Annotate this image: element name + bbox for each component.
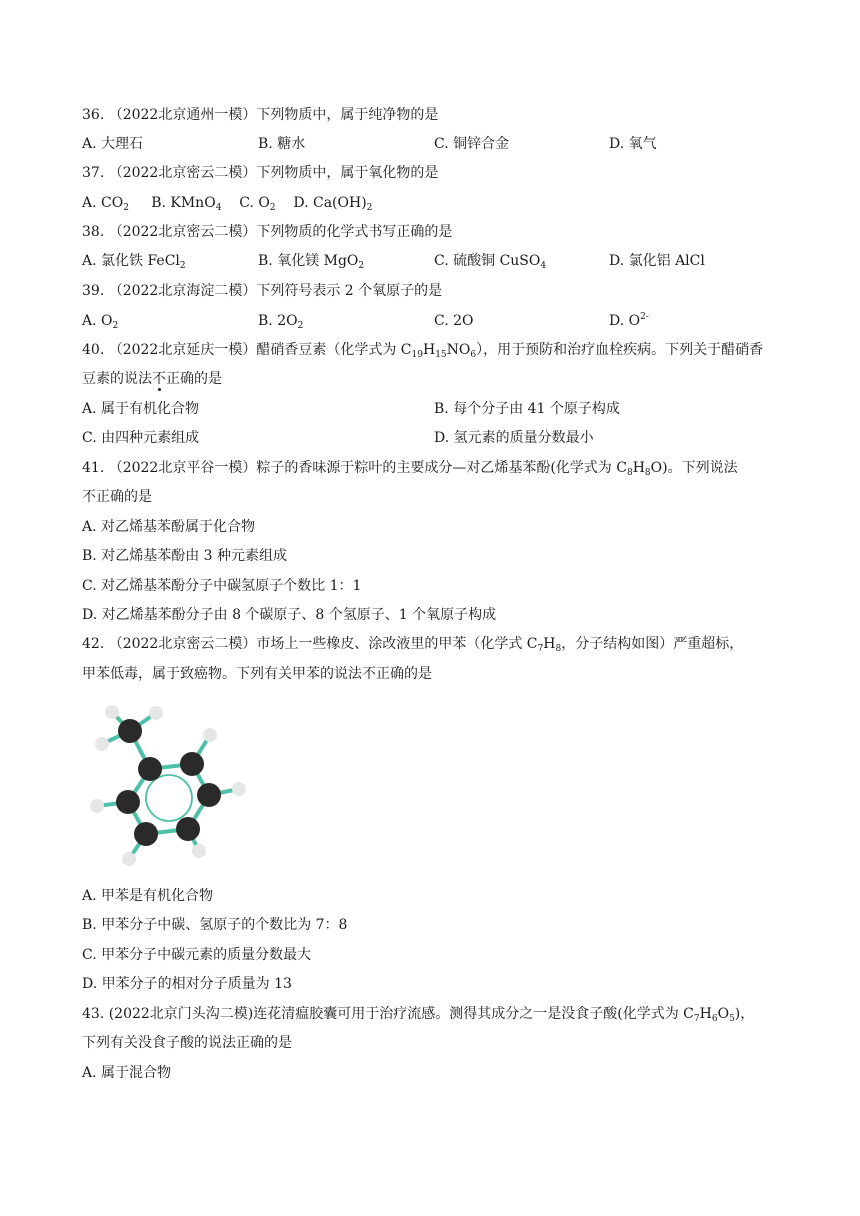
- q39-option-c: C. 2O: [434, 313, 474, 329]
- q40-option-b: B. 每个分子由 41 个原子构成: [434, 401, 620, 417]
- hydrogen-atoms: [90, 705, 246, 866]
- q40-option-a: A. 属于有机化合物: [82, 401, 200, 417]
- carbon-atom: [176, 817, 200, 841]
- question-42-stem-line1: 42. （2022北京密云二模）市场上一些橡皮、涂改液里的甲苯（化学式 $C_7H_8$，分子结构如图）严重超标，: [82, 636, 744, 654]
- q37-options: [82, 193, 372, 213]
- q37-option-b: B. KMnO$_4$: [151, 195, 222, 213]
- question-38-stem: 38. （2022北京密云二模）下列物质的化学式书写正确的是: [82, 224, 453, 240]
- q36-option-a: A. 大理石: [82, 136, 144, 152]
- question-43-stem-line2: 下列有关没食子酸的说法正确的是: [82, 1035, 292, 1051]
- q42-option-a: A. 甲苯是有机化合物: [82, 888, 214, 904]
- q41-option-c: C. 对乙烯基苯酚分子中碳氢原子个数比 1：1: [82, 578, 362, 594]
- q38-option-c: C. 硫酸铜 CuSO$_4$: [434, 253, 547, 271]
- q42-option-d: D. 甲苯分子的相对分子质量为 13: [82, 976, 292, 992]
- bonds: [97, 712, 239, 859]
- carbon-atom: [180, 752, 204, 776]
- q39-option-a: A. $O_2$: [82, 313, 119, 331]
- carbon-atom: [134, 822, 158, 846]
- hydrogen-atom: [232, 782, 246, 796]
- q37-option-d: D. $Ca(OH)_2$: [293, 195, 373, 213]
- hydrogen-atom: [105, 705, 119, 719]
- q38-option-a: A. 氯化铁 FeCl$_2$: [82, 253, 186, 271]
- question-36-stem: 36. （2022北京通州一模）下列物质中，属于纯净物的是: [82, 107, 439, 123]
- aromatic-ring: [146, 775, 192, 821]
- q39-option-d: D. $O^{2-}$: [609, 312, 649, 329]
- hydrogen-atom: [122, 852, 136, 866]
- q36-option-c: C. 铜锌合金: [434, 136, 510, 152]
- question-43-stem-line1: 43. (2022北京门头沟二模)连花清瘟胶囊可用于治疗流感。测得其成分之一是没食子酸(化学式为 $C_7H_6O_5$)，: [82, 1006, 755, 1024]
- q37-option-c: C. $O_2$: [239, 195, 276, 213]
- hydrogen-atom: [90, 799, 104, 813]
- q38-option-b: B. 氧化镁 MgO$_2$: [258, 253, 365, 271]
- q36-option-b: B. 糖水: [258, 136, 306, 152]
- emphasis-dot: 不: [152, 371, 166, 387]
- hydrogen-atom: [203, 728, 217, 742]
- q37-option-a: A. $CO_2$: [82, 195, 129, 213]
- q40-option-d: D. 氢元素的质量分数最小: [434, 430, 594, 446]
- carbon-atom: [138, 757, 162, 781]
- question-41-stem-line1: 41. （2022北京平谷一模）粽子的香味源于粽叶的主要成分—对乙烯基苯酚(化学式为 $C_8H_8O$)。下列说法: [82, 460, 738, 478]
- carbon-atom: [197, 783, 221, 807]
- hydrogen-atom: [149, 706, 163, 720]
- toluene-molecule-figure: [82, 698, 252, 873]
- question-42-stem-line2: 甲苯低毒，属于致癌物。下列有关甲苯的说法不正确的是: [82, 666, 432, 682]
- q41-option-a: A. 对乙烯基苯酚属于化合物: [82, 519, 256, 535]
- question-40-stem-line1: 40. （2022北京延庆一模）醋硝香豆素（化学式为 $C_{19}H_{15}NO_6$），用于预防和治疗血栓疾病。下列关于醋硝香: [82, 342, 764, 360]
- q43-option-a: A. 属于混合物: [82, 1065, 172, 1081]
- question-40-stem-line2: 豆素的说法不正确的是: [82, 371, 222, 387]
- hydrogen-atom: [192, 844, 206, 858]
- hydrogen-atom: [95, 737, 109, 751]
- q42-option-c: C. 甲苯分子中碳元素的质量分数最大: [82, 947, 312, 963]
- carbon-atom: [116, 790, 140, 814]
- carbon-atom: [118, 719, 142, 743]
- question-41-stem-line2: 不正确的是: [82, 489, 152, 505]
- question-37-stem: 37. （2022北京密云二模）下列物质中，属于氧化物的是: [82, 165, 439, 181]
- q42-option-b: B. 甲苯分子中碳、氢原子的个数比为 7：8: [82, 917, 348, 933]
- q41-option-b: B. 对乙烯基苯酚由 3 种元素组成: [82, 548, 287, 564]
- q36-option-d: D. 氧气: [609, 136, 657, 152]
- question-39-stem: 39. （2022北京海淀二模）下列符号表示 2 个氧原子的是: [82, 283, 443, 299]
- q38-option-d: D. 氯化铝 AlCl: [609, 253, 705, 269]
- q40-option-c: C. 由四种元素组成: [82, 430, 200, 446]
- q41-option-d: D. 对乙烯基苯酚分子由 8 个碳原子、8 个氢原子、1 个氧原子构成: [82, 607, 497, 623]
- q39-option-b: B. $2O_2$: [258, 313, 304, 331]
